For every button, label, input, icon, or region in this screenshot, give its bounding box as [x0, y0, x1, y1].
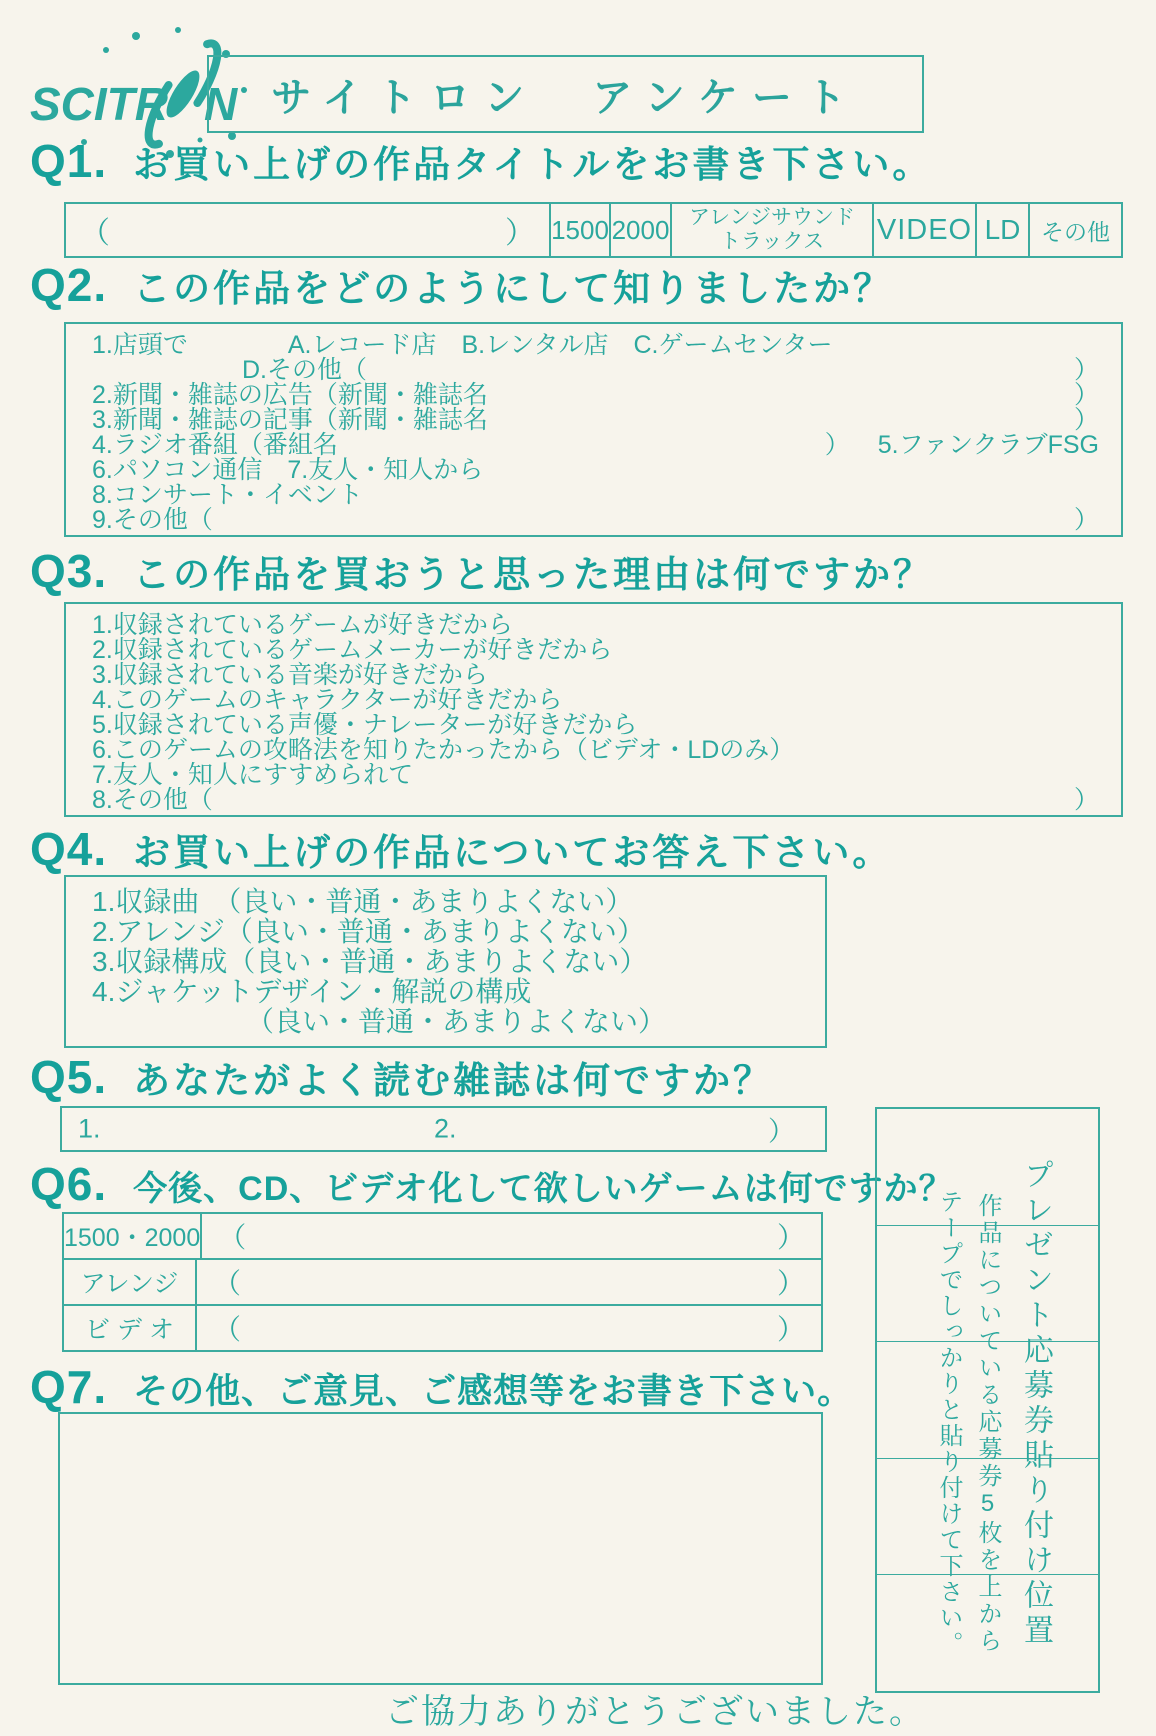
- q5-item2-label: 2.: [434, 1113, 457, 1144]
- q2-option-line[interactable]: 8.コンサート・イベント: [92, 481, 363, 509]
- q6-label: アレンジ: [64, 1260, 197, 1304]
- q3-option-line[interactable]: 6.このゲームの攻略法を知りたかったから（ビデオ・LDのみ）: [92, 736, 795, 764]
- q4-rating-box: [64, 875, 827, 1048]
- q4-rating-line[interactable]: （良い・普通・あまりよくない）: [92, 1006, 667, 1037]
- q1-option-other[interactable]: その他: [1028, 204, 1121, 256]
- q7-heading-text: その他、ご意見、ご感想等をお書き下さい。: [133, 1372, 854, 1411]
- open-paren: （: [218, 1222, 247, 1253]
- q3-option-line[interactable]: 7.友人・知人にすすめられて: [92, 761, 414, 789]
- open-paren: （: [213, 1268, 242, 1299]
- q2-options-box: [64, 322, 1123, 537]
- q5-heading: [30, 1050, 773, 1104]
- q1-option-ld[interactable]: LD: [975, 204, 1028, 256]
- q3-option-line[interactable]: 4.このゲームのキャラクターが好きだから: [92, 686, 563, 714]
- q7-comments-box[interactable]: [58, 1412, 823, 1685]
- q1-option-arrange-soundtracks[interactable]: アレンジサウンド トラックス: [670, 204, 872, 256]
- q2-option-line[interactable]: 6.パソコン通信 7.友人・知人から: [92, 456, 484, 484]
- q2-option-line[interactable]: 9.その他（ ）: [92, 506, 1099, 534]
- q2-option-line[interactable]: D.その他（ ）: [92, 356, 1099, 384]
- q4-number: Q4.: [30, 823, 108, 875]
- q1-title-field[interactable]: [66, 204, 549, 256]
- open-paren: （: [213, 1314, 242, 1345]
- q1-heading: [30, 134, 932, 188]
- paste-area-line3: テープでしっかりと貼り付けて下さい。: [935, 1189, 962, 1657]
- close-paren: ）: [768, 1116, 795, 1147]
- q6-number: Q6.: [30, 1158, 108, 1210]
- q1-option-1500[interactable]: 1500: [549, 204, 609, 256]
- logo-text-right: N: [204, 78, 238, 130]
- paste-area-line2: 作品についている応募券5枚を上から: [974, 1193, 1001, 1655]
- q6-heading-text: 今後、CD、ビデオ化して欲しいゲームは何ですか？: [133, 1170, 954, 1208]
- thanks-message: ご協力ありがとうございました。: [385, 1693, 925, 1731]
- q1-heading-text: お買い上げの作品タイトルをお書き下さい。: [133, 144, 933, 185]
- q6-row-video: [64, 1306, 821, 1350]
- q6-request-table: [62, 1212, 823, 1352]
- q6-answer-field[interactable]: [197, 1260, 821, 1304]
- q7-number: Q7.: [30, 1361, 108, 1413]
- q7-heading: [30, 1360, 853, 1414]
- q3-heading: [30, 544, 933, 598]
- q2-heading-text: この作品をどのようにして知りましたか？: [133, 268, 894, 309]
- q2-option-fanclub[interactable]: 5.ファンクラブFSG: [877, 431, 1099, 459]
- q3-heading-text: この作品を買おうと思った理由は何ですか？: [133, 554, 934, 595]
- q4-rating-line[interactable]: 3.収録構成（良い・普通・あまりよくない）: [92, 946, 648, 977]
- q3-options-box: [64, 602, 1123, 817]
- close-paren: ）: [776, 1314, 805, 1345]
- q3-number: Q3.: [30, 545, 108, 597]
- q4-rating-line[interactable]: 1.収録曲 （良い・普通・あまりよくない）: [92, 886, 634, 917]
- ticket-paste-area: [875, 1107, 1100, 1693]
- q5-answer-box[interactable]: [60, 1106, 827, 1152]
- q2-option-line[interactable]: 3.新聞・雑誌の記事（新聞・雑誌名 ）: [92, 406, 1099, 434]
- q3-option-line[interactable]: 8.その他（ ）: [92, 786, 1099, 814]
- q6-row-1500-2000: [64, 1214, 821, 1260]
- q2-number: Q2.: [30, 259, 108, 311]
- close-paren: ）: [776, 1222, 805, 1253]
- close-paren: ）: [776, 1268, 805, 1299]
- q4-heading: [30, 822, 892, 876]
- logo-text-left: SCITR: [30, 78, 168, 130]
- q3-option-line[interactable]: 3.収録されている音楽が好きだから: [92, 661, 488, 689]
- q5-number: Q5.: [30, 1051, 108, 1103]
- q6-answer-field[interactable]: [202, 1214, 821, 1258]
- q4-heading-text: お買い上げの作品についてお答え下さい。: [133, 832, 893, 873]
- q5-heading-text: あなたがよく読む雑誌は何ですか？: [133, 1060, 774, 1101]
- q2-heading: [30, 258, 893, 312]
- q1-option-video[interactable]: VIDEO: [872, 204, 975, 256]
- q6-row-arrange: [64, 1260, 821, 1306]
- q1-option-2000[interactable]: 2000: [609, 204, 670, 256]
- q1-answer-table: [64, 202, 1123, 258]
- close-paren: ）: [505, 217, 535, 250]
- q4-rating-line[interactable]: 2.アレンジ（良い・普通・あまりよくない）: [92, 916, 645, 947]
- q3-option-line[interactable]: 5.収録されている声優・ナレーターが好きだから: [92, 711, 638, 739]
- form-title-box: [207, 55, 924, 133]
- paste-area-title: プレゼント応募券貼り付け位置: [1019, 1159, 1052, 1649]
- q4-rating-line[interactable]: 4.ジャケットデザイン・解説の構成: [92, 976, 532, 1007]
- q6-label: 1500・2000: [64, 1214, 202, 1258]
- q6-label: ビ デ オ: [64, 1306, 197, 1350]
- q3-option-line[interactable]: 1.収録されているゲームが好きだから: [92, 611, 513, 639]
- q6-heading: [30, 1157, 954, 1211]
- q2-option-line[interactable]: 1.店頭で A.レコード店 B.レンタル店 C.ゲームセンター: [92, 331, 833, 359]
- q2-option-line[interactable]: 2.新聞・雑誌の広告（新聞・雑誌名 ）: [92, 381, 1099, 409]
- q2-option-line[interactable]: 4.ラジオ番組（番組名 ） 5.ファンクラブFSG: [92, 431, 1099, 459]
- q5-item1-label: 1.: [78, 1113, 101, 1144]
- ticket-paste-instructions: [877, 1109, 1098, 1691]
- q3-option-line[interactable]: 2.収録されているゲームメーカーが好きだから: [92, 636, 613, 664]
- q6-answer-field[interactable]: [197, 1306, 821, 1350]
- open-paren: （: [80, 217, 110, 250]
- q1-number: Q1.: [30, 135, 108, 187]
- form-title: サイトロン アンケート: [271, 75, 860, 120]
